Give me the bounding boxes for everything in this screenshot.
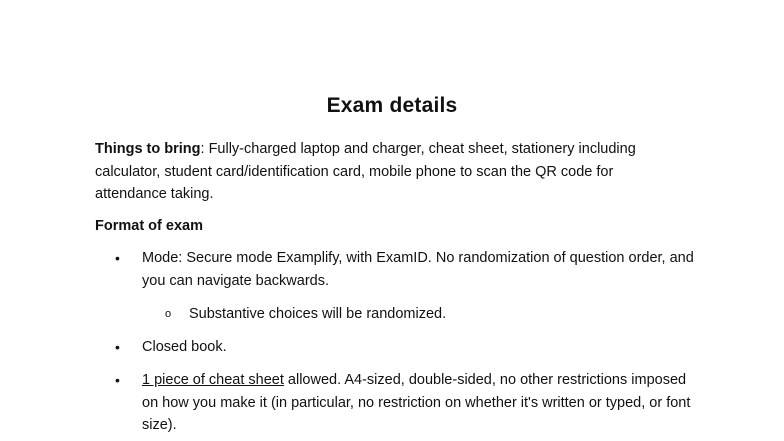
bullet-text-mode: Mode: Secure mode Examplify, with ExamID. No randomization of question order, and you can navigate backwards.	[142, 250, 694, 289]
cheat-sheet-details: allowed. A4-sized, double-sided, no other restrictions imposed on how you make it (in particular, no restriction on whether it's written or typed, or font size).	[142, 372, 691, 433]
bullet-marker: •	[115, 339, 120, 355]
bullet-text-cheat-sheet	[142, 369, 702, 437]
bullet-text-randomized: Substantive choices will be randomized.	[189, 306, 447, 322]
cheat-sheet-underlined: 1 piece of cheat sheet	[142, 372, 284, 388]
things-to-bring-label: Things to bring	[95, 141, 201, 157]
things-to-bring-paragraph	[95, 138, 685, 206]
sub-bullet-marker: o	[165, 308, 172, 320]
things-to-bring-text: : Fully-charged laptop and charger, cheat sheet, stationery including calculator, student card/identification card, mobile phone to scan the QR code for attendance taking.	[95, 141, 636, 202]
page-title: Exam details	[326, 94, 458, 117]
bullet-marker: •	[115, 250, 120, 266]
bullet-marker: •	[115, 372, 120, 388]
format-of-exam-heading: Format of exam	[95, 218, 203, 234]
bullet-text-closed-book: Closed book.	[142, 339, 227, 355]
